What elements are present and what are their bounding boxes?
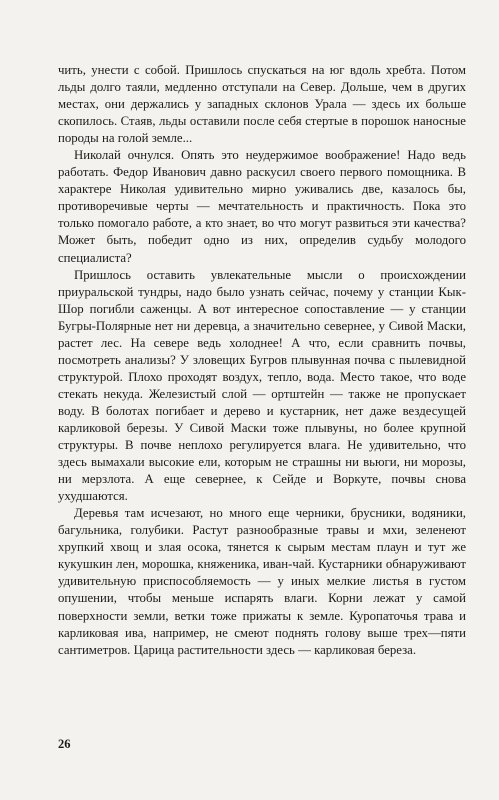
paragraph-2: Николай очнулся. Опять это неудержимое воображение! Надо ведь работать. Федор Иванович давно раскусил своего первого помощника. В характере Николая удивительно мирно уживались две, казалось бы, противоречивые черты — мечтательность и практичность. Пока это только помогало работе, а кто знает, во что могут развиться эти качества? Может быть, победит одно из них, определив судьбу молодого специалиста? (58, 148, 466, 265)
paragraph-3: Пришлось оставить увлекательные мысли о происхождении приуральской тундры, надо было узнать сейчас, почему у станции Кык-Шор погибли саженцы. А вот интересное сопоставление — у станции Бугры-Полярные нет ни деревца, а значительно севернее, у Сивой Маски, растет лес. На севере ведь холоднее! А что, если сравнить почвы, посмотреть анализы? У зловещих Бугров плывунная почва с пылевидной структурой. Плохо проходят воздух, тепло, вода. Место такое, что воде стекать некуда. Железистый слой — ортштейн — также не пропускает воду. В болотах погибает и дерево и кустарник, нет даже вездесущей карликовой березы. У Сивой Маски тоже плывуны, но более крупной структуры. В почве неплохо регулируется влага. Не удивительно, что здесь вымахали высокие ели, которым не страшны ни вьюги, ни морозы, ни мерзлота. А еще севернее, к Сейде и Воркуте, почвы снова ухудшаются. (58, 267, 466, 504)
page-number: 26 (58, 737, 71, 751)
paragraph-4: Деревья там исчезают, но много еще черники, брусники, водяники, багульника, голубики. Растут разнообразные травы и мхи, зеленеют хрупкий хвощ и злая осока, тянется к сырым местам плаун и тут же кукушкин лен, морошка, княженика, иван-чай. Кустарники обнаруживают удивительную приспособляемость — у иных мелкие листья в густом опушении, чтобы меньше испарять влаги. Корни лежат у самой поверхности земли, ветки тоже прижаты к земле. Куропаточья трава и карликовая ива, например, не смеют поднять голову выше трех—пяти сантиметров. Царица растительности здесь — карликовая береза. (58, 506, 466, 657)
body-text (58, 62, 466, 659)
paragraph-1: чить, унести с собой. Пришлось спускаться на юг вдоль хребта. Потом льды долго таяли, медленно отступали на Север. Дольше, чем в других местах, они держались у западных склонов Урала — здесь их больше скопилось. Стаяв, льды оставили после себя стертые в порошок наносные породы на голой земле... (58, 63, 466, 146)
